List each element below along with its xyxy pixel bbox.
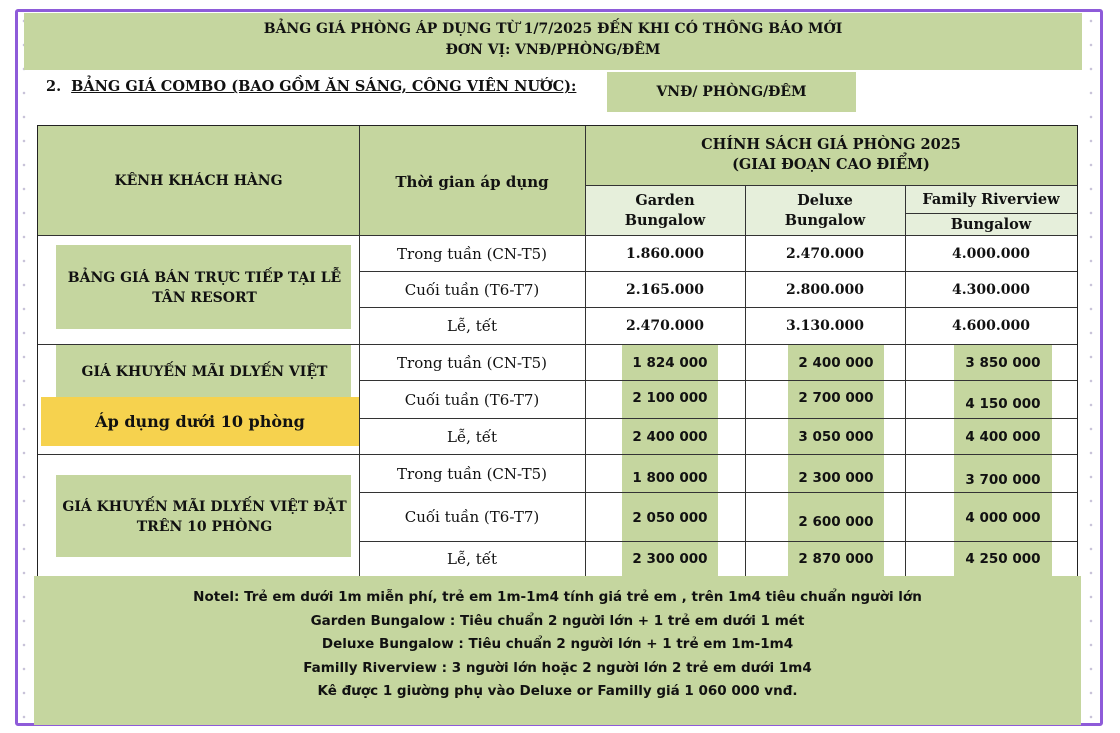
note-line: Familly Riverview : 3 người lớn hoặc 2 người lớn 2 trẻ em dưới 1m4 <box>303 659 812 676</box>
price-cell: 4 150 000 <box>965 395 1041 412</box>
price-cell: 2 400 000 <box>632 428 708 445</box>
header-room-family: Family Riverview <box>922 191 1060 208</box>
section-heading <box>46 78 576 95</box>
price-cell: 4.000.000 <box>952 245 1030 262</box>
price-cell: 2 600 000 <box>798 513 874 530</box>
header-room-family-sub: Bungalow <box>950 215 1032 233</box>
channel-direct: BẢNG GIÁ BÁN TRỰC TIẾP TẠI LỄ TÂN RESORT <box>67 270 342 306</box>
price-cell: 2.165.000 <box>626 281 704 298</box>
banner-unit: ĐƠN VỊ: VNĐ/PHÒNG/ĐÊM <box>445 42 661 58</box>
section-number: 2. <box>46 78 62 95</box>
header-policy-line1: CHÍNH SÁCH GIÁ PHÒNG 2025 <box>701 136 961 153</box>
room-name-line1: Garden <box>635 192 695 209</box>
price-cell: 2 100 000 <box>632 389 708 406</box>
promo-note-badge: Áp dụng dưới 10 phòng <box>41 397 359 446</box>
price-cell: 3 850 000 <box>965 354 1041 371</box>
period-cell: Trong tuần (CN-T5) <box>397 244 547 263</box>
price-cell: 2 300 000 <box>798 469 874 486</box>
section-title: BẢNG GIÁ COMBO (BAO GỒM ĂN SÁNG, CÔNG VIÊN NƯỚC): <box>71 78 577 95</box>
period-cell: Cuối tuần (T6-T7) <box>404 508 540 526</box>
price-cell: 3.130.000 <box>786 318 864 334</box>
period-cell: Lễ, tết <box>446 427 497 446</box>
price-cell: 2.470.000 <box>626 318 704 334</box>
price-cell: 2.800.000 <box>786 281 864 298</box>
price-cell: 4 000 000 <box>965 509 1041 526</box>
note-line: Notel: Trẻ em dưới 1m miễn phí, trẻ em 1m-1m4 tính giá trẻ em , trên 1m4 tiêu chuẩn người lớn <box>193 589 922 605</box>
channel-promo-10: GIÁ KHUYẾN MÃI DLYẾN VIỆT ĐẶT TRÊN 10 PHÒNG <box>62 499 347 535</box>
price-cell: 2.470.000 <box>786 245 864 262</box>
period-cell: Cuối tuần (T6-T7) <box>404 280 540 299</box>
period-cell: Lễ, tết <box>446 317 497 335</box>
period-cell: Trong tuần (CN-T5) <box>397 353 547 372</box>
room-name-line2: Bungalow <box>624 212 706 229</box>
price-cell: 4 400 000 <box>965 428 1041 445</box>
table-divider <box>585 185 1077 186</box>
price-cell: 3 050 000 <box>798 428 874 445</box>
price-cell: 4.600.000 <box>952 318 1030 334</box>
period-cell: Cuối tuần (T6-T7) <box>404 390 540 409</box>
price-cell: 1 800 000 <box>632 469 708 486</box>
price-cell: 1.860.000 <box>626 245 704 262</box>
period-cell: Trong tuần (CN-T5) <box>397 464 547 483</box>
channel-promo: GIÁ KHUYẾN MÃI DLYẾN VIỆT <box>81 364 328 380</box>
banner-title: BẢNG GIÁ PHÒNG ÁP DỤNG TỪ 1/7/2025 ĐẾN KHI CÓ THÔNG BÁO MỚI <box>263 21 843 37</box>
header-period: Thời gian áp dụng <box>395 173 549 191</box>
price-cell: 2 050 000 <box>632 509 708 526</box>
notes-box <box>34 576 1081 725</box>
note-line: Garden Bungalow : Tiêu chuẩn 2 người lớn + 1 trẻ em dưới 1 mét <box>310 612 805 629</box>
price-cell: 2 700 000 <box>798 389 874 406</box>
price-cell: 2 870 000 <box>798 550 874 567</box>
dotted-margin-right <box>1088 9 1094 726</box>
price-cell: 4 250 000 <box>965 550 1041 567</box>
period-cell: Lễ, tết <box>446 550 497 568</box>
note-line: Kê được 1 giường phụ vào Deluxe or Familly giá 1 060 000 vnđ. <box>317 683 798 699</box>
header-room-garden <box>585 188 745 234</box>
dotted-margin-left <box>21 9 27 726</box>
price-cell: 1 824 000 <box>632 354 708 371</box>
room-name-line2: Bungalow <box>784 212 866 229</box>
header-room-deluxe <box>745 188 905 234</box>
price-cell: 3 700 000 <box>965 471 1041 488</box>
header-policy <box>585 132 1077 178</box>
unit-label: VNĐ/ PHÒNG/ĐÊM <box>607 72 856 112</box>
title-banner <box>24 13 1082 70</box>
header-channel: KÊNH KHÁCH HÀNG <box>114 172 283 189</box>
note-line: Deluxe Bungalow : Tiêu chuẩn 2 người lớn + 1 trẻ em 1m-1m4 <box>321 636 794 652</box>
room-name-line1: Deluxe <box>797 192 853 209</box>
price-cell: 4.300.000 <box>952 281 1030 298</box>
header-policy-line2: (GIAI ĐOẠN CAO ĐIỂM) <box>732 156 930 173</box>
price-cell: 2 400 000 <box>798 354 874 371</box>
price-cell: 2 300 000 <box>632 550 708 567</box>
